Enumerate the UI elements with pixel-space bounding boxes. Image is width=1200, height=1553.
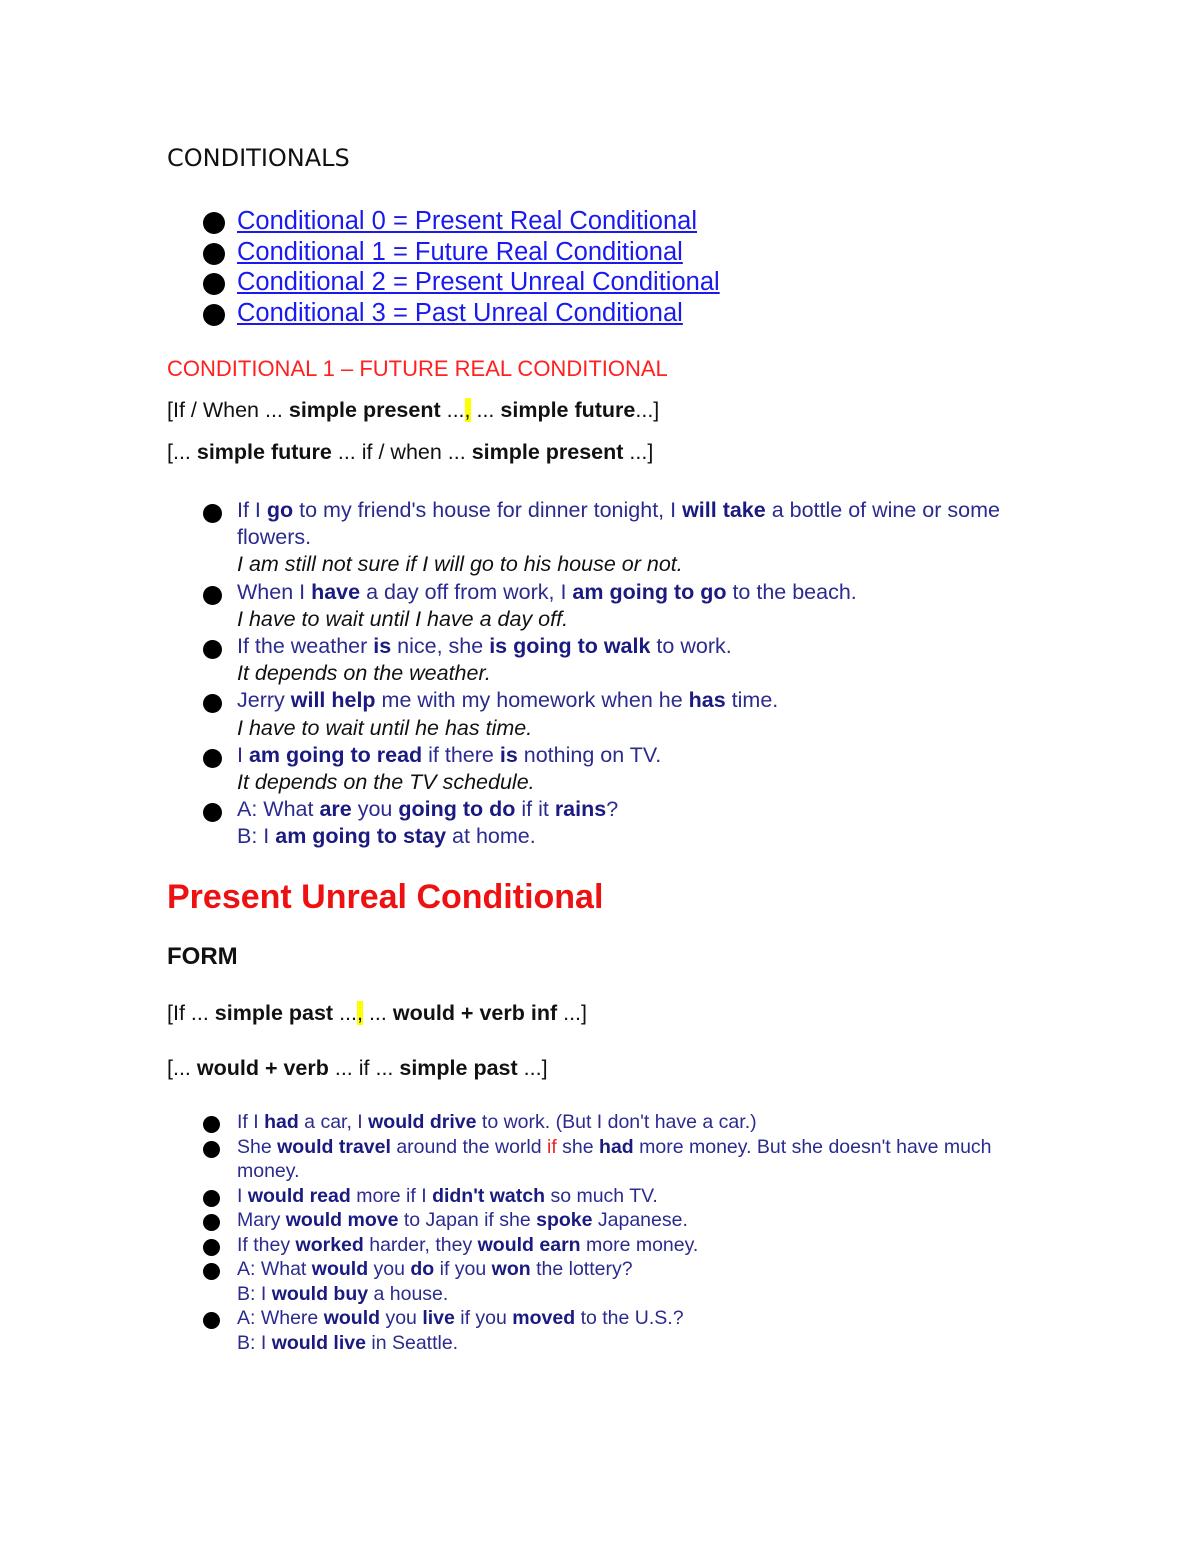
bullet-icon <box>203 1116 220 1133</box>
section1-formula-1: [If / When ... simple present ..., ... simple future...] <box>167 398 660 422</box>
example-note: I have to wait until he has time. <box>237 715 533 740</box>
toc-item <box>167 267 720 298</box>
bullet-icon <box>203 1263 220 1280</box>
bullet-icon <box>203 640 222 659</box>
toc-list <box>167 206 720 329</box>
section2-formula-1: [If ... simple past ..., ... would + verb inf ...] <box>167 1001 587 1025</box>
example-item: A: What would you do if you won the lottery? B: I would buy a house. <box>167 1257 1047 1306</box>
example-item: She would travel around the world if she had more money. But she doesn't have much money. <box>167 1135 1047 1184</box>
example-item: When I have a day off from work, I am going to go to the beach. I have to wait until I have a day off. <box>167 579 1047 633</box>
section2-formula-2: [... would + verb ... if ... simple past ...] <box>167 1056 548 1080</box>
toc-item <box>167 206 720 237</box>
toc-link-conditional-0[interactable]: Conditional 0 = Present Real Conditional <box>237 207 697 235</box>
toc-item <box>167 237 720 268</box>
page-title: CONDITIONALS <box>167 144 350 172</box>
example-note: I am still not sure if I will go to his house or not. <box>237 552 683 577</box>
example-item: If I go to my friend's house for dinner tonight, I will take a bottle of wine or some flowers. I am still not sure if I will go to his house or not. <box>167 497 1047 579</box>
toc-link-conditional-1[interactable]: Conditional 1 = Future Real Conditional <box>237 237 683 266</box>
example-note: I have to wait until I have a day off. <box>237 606 569 631</box>
bullet-icon <box>203 694 222 713</box>
bullet-icon <box>203 1239 220 1256</box>
example-item: If they worked harder, they would earn more money. <box>167 1233 1047 1258</box>
example-item: I am going to read if there is nothing on TV. It depends on the TV schedule. <box>167 742 1047 796</box>
toc-link-conditional-3[interactable]: Conditional 3 = Past Unreal Conditional <box>237 299 683 328</box>
example-item: A: Where would you live if you moved to the U.S.? B: I would live in Seattle. <box>167 1306 1047 1355</box>
example-item: Jerry will help me with my homework when he has time. I have to wait until he has time. <box>167 687 1047 741</box>
bullet-icon <box>203 243 225 265</box>
example-item: I would read more if I didn't watch so much TV. <box>167 1184 1047 1209</box>
section1-examples <box>167 497 1047 851</box>
form-label: FORM <box>167 943 238 970</box>
bullet-icon <box>203 1214 220 1231</box>
bullet-icon <box>203 273 225 295</box>
section1-formula-2: [... simple future ... if / when ... simple present ...] <box>167 440 654 464</box>
section2-examples <box>167 1110 1047 1355</box>
example-item: Mary would move to Japan if she spoke Japanese. <box>167 1208 1047 1233</box>
example-item: If the weather is nice, she is going to walk to work. It depends on the weather. <box>167 633 1047 687</box>
example-item: A: What are you going to do if it rains? B: I am going to stay at home. <box>167 796 1047 850</box>
bullet-icon <box>203 304 225 326</box>
bullet-icon <box>203 803 222 822</box>
bullet-icon <box>203 1190 220 1207</box>
bullet-icon <box>203 504 222 523</box>
bullet-icon <box>203 1312 220 1329</box>
section1-heading: CONDITIONAL 1 – FUTURE REAL CONDITIONAL <box>167 356 668 381</box>
toc-item <box>167 298 720 329</box>
bullet-icon <box>203 1141 220 1158</box>
toc-link-conditional-2[interactable]: Conditional 2 = Present Unreal Conditional <box>237 268 720 297</box>
example-note: It depends on the TV schedule. <box>237 770 535 795</box>
bullet-icon <box>203 749 222 768</box>
example-item: If I had a car, I would drive to work. (But I don't have a car.) <box>167 1110 1047 1135</box>
section2-heading: Present Unreal Conditional <box>167 878 604 916</box>
example-note: It depends on the weather. <box>237 661 491 686</box>
bullet-icon <box>203 586 222 605</box>
bullet-icon <box>203 212 225 234</box>
